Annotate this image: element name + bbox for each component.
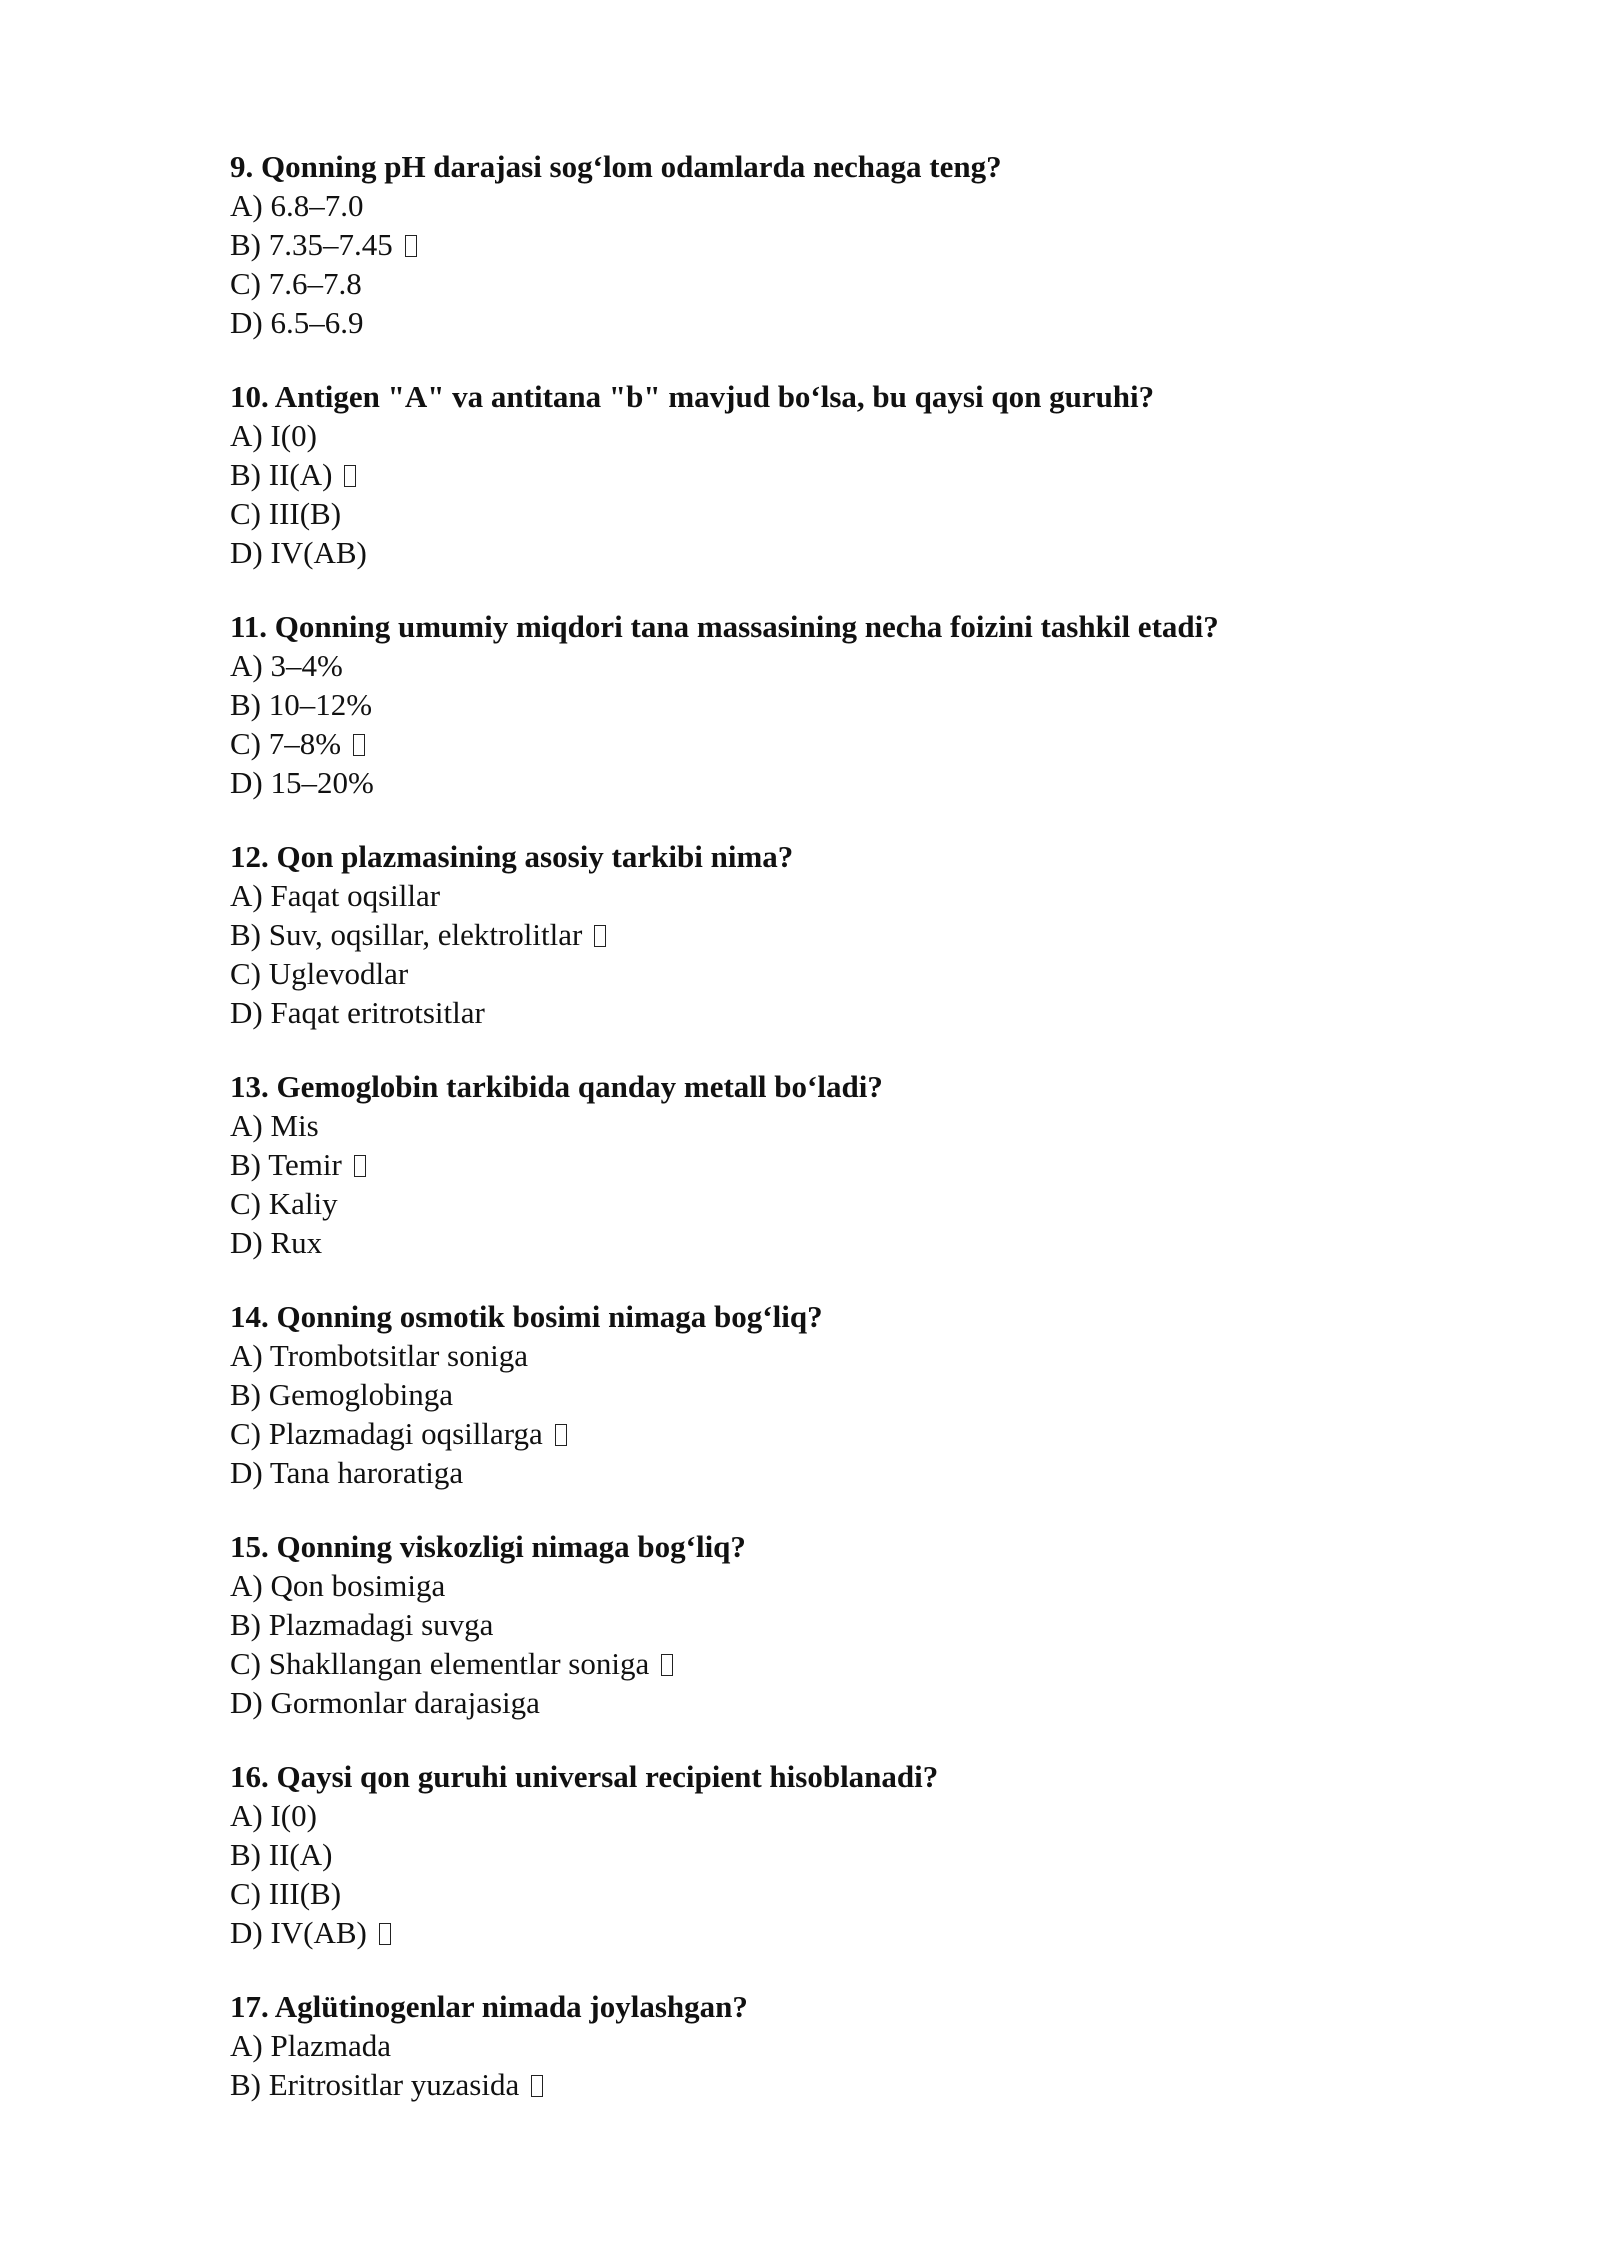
option-b (230, 1375, 1430, 1414)
option-text: C) Uglevodlar (230, 956, 409, 991)
question-title: 9. Qonning pH darajasi sog‘lom odamlarda nechaga teng? (230, 149, 1002, 184)
option-text: C) III(B) (230, 1876, 342, 1911)
option-text: C) 7.6–7.8 (230, 266, 362, 301)
option-text: D) Faqat eritrotsitlar (230, 995, 485, 1030)
document-page (230, 148, 1430, 2140)
option-b (230, 2065, 1430, 2104)
option-b (230, 1605, 1430, 1644)
question-9 (230, 148, 1430, 342)
option-text: B) Temir (230, 1147, 342, 1182)
option-c (230, 1874, 1430, 1913)
option-d (230, 1223, 1430, 1262)
option-text: B) 7.35–7.45 (230, 227, 393, 262)
option-c (230, 954, 1430, 993)
answer-mark-icon (344, 465, 356, 487)
option-b (230, 455, 1430, 494)
option-text: A) Trombotsitlar soniga (230, 1338, 528, 1373)
question-title: 15. Qonning viskozligi nimaga bog‘liq? (230, 1529, 746, 1564)
question-title: 12. Qon plazmasining asosiy tarkibi nima? (230, 839, 794, 874)
answer-mark-icon (661, 1654, 673, 1676)
option-d (230, 1913, 1430, 1952)
option-a (230, 1106, 1430, 1145)
option-text: A) Plazmada (230, 2028, 391, 2063)
question-16 (230, 1758, 1430, 1952)
option-text: C) Plazmadagi oqsillarga (230, 1416, 543, 1451)
question-17 (230, 1988, 1430, 2104)
option-text: D) Rux (230, 1225, 323, 1260)
answer-mark-icon (353, 734, 365, 756)
option-d (230, 533, 1430, 572)
option-c (230, 1184, 1430, 1223)
option-text: D) Tana haroratiga (230, 1455, 464, 1490)
option-text: C) 7–8% (230, 726, 342, 761)
question-11 (230, 608, 1430, 802)
option-text: A) 3–4% (230, 648, 343, 683)
question-title: 11. Qonning umumiy miqdori tana massasining necha foizini tashkil etadi? (230, 609, 1219, 644)
option-text: D) 15–20% (230, 765, 374, 800)
question-title: 10. Antigen "A" va antitana "b" mavjud bo‘lsa, bu qaysi qon guruhi? (230, 379, 1155, 414)
option-text: D) 6.5–6.9 (230, 305, 364, 340)
option-text: C) Kaliy (230, 1186, 338, 1221)
option-text: A) 6.8–7.0 (230, 188, 364, 223)
option-d (230, 1683, 1430, 1722)
option-text: B) Eritrositlar yuzasida (230, 2067, 520, 2102)
answer-mark-icon (531, 2075, 543, 2097)
option-text: B) Gemoglobinga (230, 1377, 453, 1412)
option-text: A) Mis (230, 1108, 319, 1143)
option-a (230, 876, 1430, 915)
option-text: B) 10–12% (230, 687, 373, 722)
question-12 (230, 838, 1430, 1032)
option-text: D) IV(AB) (230, 535, 367, 570)
option-a (230, 416, 1430, 455)
option-text: A) I(0) (230, 1798, 317, 1833)
option-c (230, 264, 1430, 303)
option-text: B) Suv, oqsillar, elektrolitlar (230, 917, 583, 952)
answer-mark-icon (555, 1424, 567, 1446)
option-a (230, 1566, 1430, 1605)
option-c (230, 724, 1430, 763)
option-text: B) II(A) (230, 457, 333, 492)
option-text: C) III(B) (230, 496, 342, 531)
option-b (230, 225, 1430, 264)
option-a (230, 1336, 1430, 1375)
option-text: A) Qon bosimiga (230, 1568, 446, 1603)
option-b (230, 915, 1430, 954)
option-b (230, 1145, 1430, 1184)
option-text: A) I(0) (230, 418, 317, 453)
answer-mark-icon (405, 235, 417, 257)
option-d (230, 1453, 1430, 1492)
option-text: D) IV(AB) (230, 1915, 367, 1950)
option-a (230, 646, 1430, 685)
option-text: C) Shakllangan elementlar soniga (230, 1646, 650, 1681)
answer-mark-icon (354, 1155, 366, 1177)
option-a (230, 2026, 1430, 2065)
option-b (230, 1835, 1430, 1874)
question-14 (230, 1298, 1430, 1492)
question-title: 17. Aglütinogenlar nimada joylashgan? (230, 1989, 748, 2024)
answer-mark-icon (594, 925, 606, 947)
question-13 (230, 1068, 1430, 1262)
question-title: 14. Qonning osmotik bosimi nimaga bog‘liq? (230, 1299, 823, 1334)
option-d (230, 303, 1430, 342)
question-10 (230, 378, 1430, 572)
question-title: 13. Gemoglobin tarkibida qanday metall bo‘ladi? (230, 1069, 883, 1104)
option-c (230, 1644, 1430, 1683)
question-title: 16. Qaysi qon guruhi universal recipient hisoblanadi? (230, 1759, 939, 1794)
question-15 (230, 1528, 1430, 1722)
option-a (230, 1796, 1430, 1835)
option-text: D) Gormonlar darajasiga (230, 1685, 540, 1720)
answer-mark-icon (379, 1923, 391, 1945)
option-text: A) Faqat oqsillar (230, 878, 441, 913)
option-d (230, 763, 1430, 802)
option-b (230, 685, 1430, 724)
option-c (230, 494, 1430, 533)
option-c (230, 1414, 1430, 1453)
option-d (230, 993, 1430, 1032)
option-text: B) II(A) (230, 1837, 333, 1872)
option-a (230, 186, 1430, 225)
option-text: B) Plazmadagi suvga (230, 1607, 494, 1642)
